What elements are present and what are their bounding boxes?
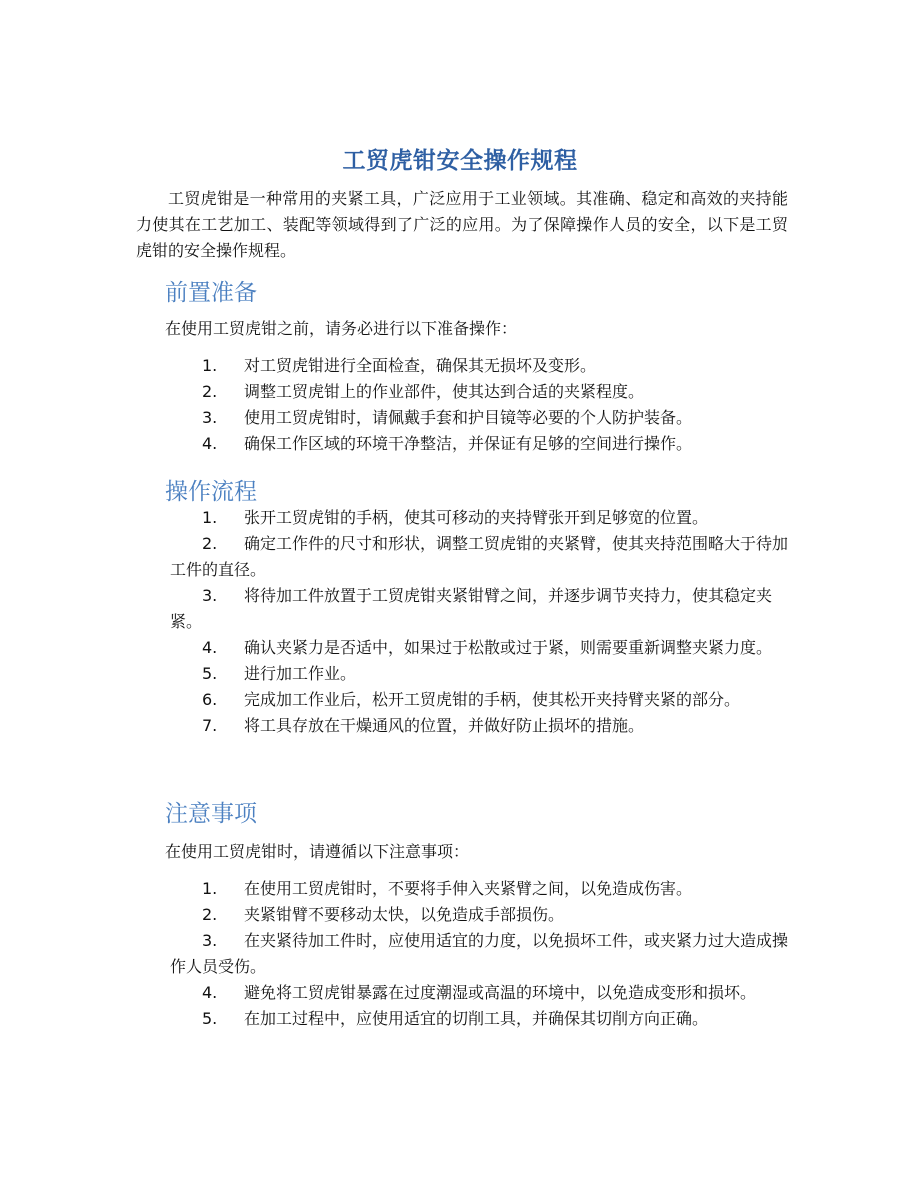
list-item-number: 5. bbox=[202, 664, 218, 683]
list-item-number: 3. bbox=[202, 408, 218, 427]
list-item-text: 调整工贸虎钳上的作业部件，使其达到合适的夹紧程度。 bbox=[244, 382, 645, 401]
section-lead-precautions: 在使用工贸虎钳时，请遵循以下注意事项： bbox=[165, 842, 470, 861]
procedure-list bbox=[170, 505, 788, 739]
list-item-number: 4. bbox=[202, 983, 218, 1002]
section-heading-procedure: 操作流程 bbox=[165, 479, 257, 505]
list-item-text: 在夹紧待加工件时，应使用适宜的力度，以免损坏工件，或夹紧力过大造成操作人员受伤。 bbox=[170, 931, 789, 976]
list-item bbox=[170, 505, 788, 531]
list-item-number: 4. bbox=[202, 638, 218, 657]
list-item-number: 2. bbox=[202, 534, 218, 553]
list-item bbox=[170, 928, 788, 980]
section-lead-preparation: 在使用工贸虎钳之前，请务必进行以下准备操作： bbox=[165, 319, 518, 338]
list-item-text: 在使用工贸虎钳时，不要将手伸入夹紧臂之间，以免造成伤害。 bbox=[244, 879, 693, 898]
list-item-text: 完成加工作业后，松开工贸虎钳的手柄，使其松开夹持臂夹紧的部分。 bbox=[244, 690, 741, 709]
list-item-number: 2. bbox=[202, 905, 218, 924]
list-item bbox=[170, 531, 788, 583]
list-item bbox=[170, 980, 788, 1006]
list-item bbox=[170, 405, 788, 431]
page-title: 工贸虎钳安全操作规程 bbox=[342, 148, 578, 174]
section-heading-precautions: 注意事项 bbox=[165, 801, 257, 827]
list-item bbox=[170, 379, 788, 405]
list-item-number: 4. bbox=[202, 434, 218, 453]
list-item bbox=[170, 353, 788, 379]
list-item-number: 7. bbox=[202, 716, 218, 735]
preparation-list bbox=[170, 353, 788, 457]
list-item-text: 在加工过程中，应使用适宜的切削工具，并确保其切削方向正确。 bbox=[244, 1009, 709, 1028]
section-heading-preparation: 前置准备 bbox=[165, 280, 257, 306]
list-item-text: 将待加工件放置于工贸虎钳夹紧钳臂之间，并逐步调节夹持力，使其稳定夹紧。 bbox=[170, 586, 773, 631]
precautions-list bbox=[170, 876, 788, 1032]
list-item-text: 对工贸虎钳进行全面检查，确保其无损坏及变形。 bbox=[244, 356, 597, 375]
list-item bbox=[170, 902, 788, 928]
list-item-text: 确定工作件的尺寸和形状，调整工贸虎钳的夹紧臂，使其夹持范围略大于待加工件的直径。 bbox=[170, 534, 789, 579]
list-item-number: 1. bbox=[202, 508, 218, 527]
intro-paragraph: 工贸虎钳是一种常用的夹紧工具，广泛应用于工业领域。其准确、稳定和高效的夹持能力使其在工艺加工、装配等领域得到了广泛的应用。为了保障操作人员的安全，以下是工贸虎钳的安全操作规程。 bbox=[136, 189, 788, 260]
list-item bbox=[170, 687, 788, 713]
list-item bbox=[170, 713, 788, 739]
list-item-number: 2. bbox=[202, 382, 218, 401]
list-item-text: 确保工作区域的环境干净整洁，并保证有足够的空间进行操作。 bbox=[244, 434, 693, 453]
list-item bbox=[170, 661, 788, 687]
list-item-number: 6. bbox=[202, 690, 218, 709]
list-item bbox=[170, 1006, 788, 1032]
list-item-text: 避免将工贸虎钳暴露在过度潮湿或高温的环境中，以免造成变形和损坏。 bbox=[244, 983, 757, 1002]
list-item-number: 1. bbox=[202, 356, 218, 375]
list-item bbox=[170, 583, 788, 635]
list-item-number: 1. bbox=[202, 879, 218, 898]
list-item-text: 确认夹紧力是否适中，如果过于松散或过于紧，则需要重新调整夹紧力度。 bbox=[244, 638, 773, 657]
list-item-text: 使用工贸虎钳时，请佩戴手套和护目镜等必要的个人防护装备。 bbox=[244, 408, 693, 427]
list-item bbox=[170, 635, 788, 661]
list-item-text: 进行加工作业。 bbox=[244, 664, 357, 683]
list-item-number: 5. bbox=[202, 1009, 218, 1028]
list-item-text: 夹紧钳臂不要移动太快，以免造成手部损伤。 bbox=[244, 905, 565, 924]
list-item-text: 将工具存放在干燥通风的位置，并做好防止损坏的措施。 bbox=[244, 716, 645, 735]
list-item-number: 3. bbox=[202, 586, 218, 605]
list-item-number: 3. bbox=[202, 931, 218, 950]
list-item-text: 张开工贸虎钳的手柄，使其可移动的夹持臂张开到足够宽的位置。 bbox=[244, 508, 709, 527]
list-item bbox=[170, 876, 788, 902]
list-item bbox=[170, 431, 788, 457]
